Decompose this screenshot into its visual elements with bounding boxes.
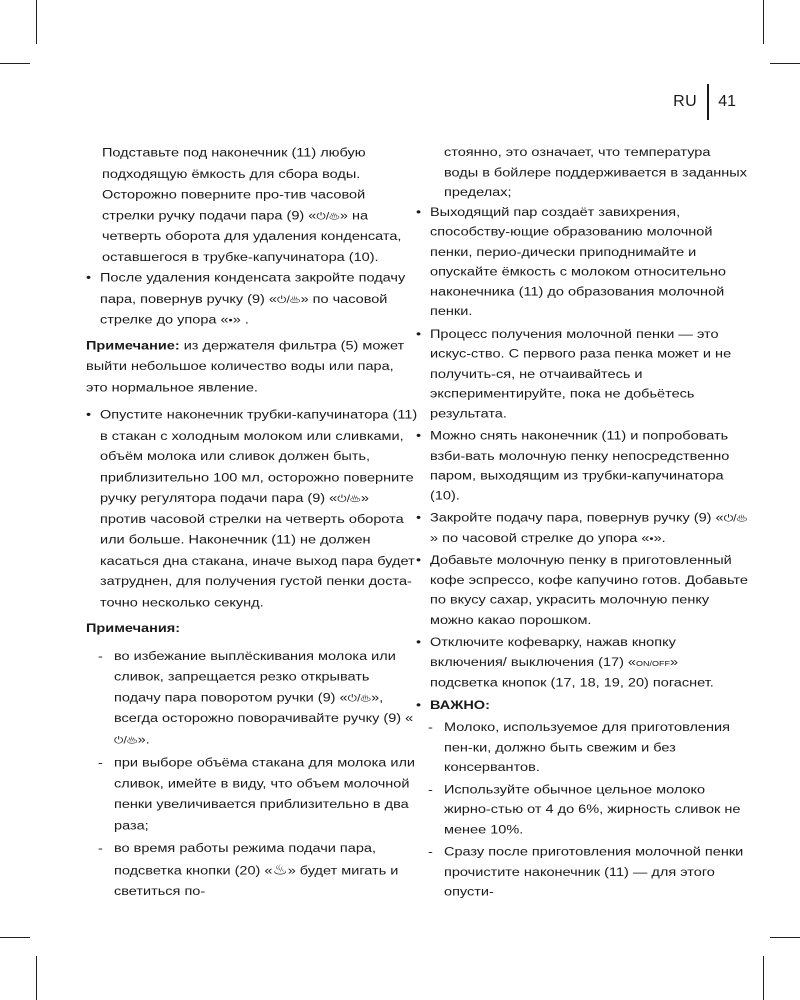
steam-knob-icon: ⏻/♨ <box>347 691 372 704</box>
steam-knob-icon: ⏻/♨ <box>114 733 138 746</box>
list-item: - при выборе объёма стакана для молока или сливок, имейте в виду, что объем молочной пенки увеличивается приблизительно в два раза; <box>86 753 418 836</box>
list-item: - во время работы режима подачи пара, подсветка кнопки (20) «♨» будет мигать и светиться по- <box>86 839 418 902</box>
list-item: • Закройте подачу пара, повернув ручку (9) «⏻/♨» по часовой стрелке до упора «•». <box>416 509 748 549</box>
steam-knob-icon: ⏻/♨ <box>276 293 301 306</box>
off-position-icon: • <box>649 532 654 544</box>
crop-mark <box>763 0 764 44</box>
list-item: • Можно снять наконечник (11) и попробовать взби-вать молочную пенку непосредственно паром, выходящим из трубки-капучинатора (10). <box>416 427 748 507</box>
on-off-icon: ON/OFF <box>636 659 670 668</box>
list-item: • Добавьте молочную пенку в приготовленный кофе эспрессо, кофе капучино готов. Добавьте по вкусу сахар, украсить молочную пенку можно какао порошком. <box>416 551 748 631</box>
left-column <box>86 143 418 905</box>
steam-knob-icon: ⏻/♨ <box>723 512 748 525</box>
steam-button-icon: ♨ <box>272 861 288 878</box>
crop-mark <box>0 63 30 64</box>
list-item: - во избежание выплёскивания молока или сливок, запрещается резко открывать подачу пара поворотом ручки (9) «⏻/♨», всегда осторожно поворачивайте ручку (9) «⏻/♨». <box>86 646 418 750</box>
off-position-icon: • <box>228 313 233 326</box>
list-item: • Процесс получения молочной пенки — это искус-ство. С первого раза пенка может и не получить-ся, не отчаивайтесь и экспериментируйте, пока не добьётесь результата. <box>416 325 748 425</box>
page-header <box>673 84 736 120</box>
list-item: - Молоко, используемое для приготовления пен-ки, должно быть свежим и без консервантов. <box>416 718 748 778</box>
list-item: - Используйте обычное цельное молоко жирно-стью от 4 до 6%, жирность сливок не менее 10%. <box>416 780 748 840</box>
list-item: • Отключите кофеварку, нажав кнопку включения/ выключения (17) «ON/OFF» подсветка кнопок (17, 18, 19, 20) погаснет. <box>416 633 748 694</box>
list-item: - Сразу после приготовления молочной пенки прочистите наконечник (11) — для этого опусти- <box>416 842 748 902</box>
crop-mark <box>763 956 764 1000</box>
right-column <box>416 143 748 905</box>
important-heading: • ВАЖНО: <box>416 696 748 716</box>
list-item: • Выходящий пар создаёт завихрения, способству-ющие образованию молочной пенки, перио-дически приподнимайте и опускайте ёмкость с молоком относительно наконечника (11) до образования молочной пенки. <box>416 203 748 322</box>
crop-mark <box>36 0 37 44</box>
crop-mark <box>0 937 30 938</box>
crop-mark <box>770 937 800 938</box>
language-code: RU <box>673 93 698 110</box>
crop-mark <box>770 63 800 64</box>
paragraph: стоянно, это означает, что температура воды в бойлере поддерживается в заданных пределах; <box>444 146 747 200</box>
paragraph: Подставьте под наконечник (11) любую подходящую ёмкость для сбора воды. Осторожно поверните про-тив часовой стрелки ручку подачи пара (9) «⏻/♨» на четверть оборота для удаления конденсата, оставшегося в трубке-капучинатора (10). <box>102 146 402 265</box>
steam-knob-icon: ⏻/♨ <box>337 492 361 505</box>
page-number: 41 <box>718 93 736 110</box>
crop-mark <box>36 956 37 1000</box>
list-item: • После удаления конденсата закройте подачу пара, повернув ручку (9) «⏻/♨» по часовой стрелке до упора «•» . <box>86 268 418 331</box>
steam-knob-icon: ⏻/♨ <box>316 209 340 222</box>
list-item: • Опустите наконечник трубки-капучинатора (11) в стакан с холодным молоком или сливками, объём молока или сливок должен быть, приблизительно 100 мл, осторожно поверните ручку регулятора подачи пара (9) «⏻/♨» против часовой стрелки на четверть оборота или больше. Наконечник (11) не должен касаться дна стакана, иначе выход пара будет затруднен, для получения густой пенки доста-точно несколько секунд. <box>86 405 418 613</box>
note: Примечание: из держателя фильтра (5) может выйти небольшое количество воды или пара, это нормальное явление. <box>86 339 405 395</box>
notes-heading: Примечания: <box>86 621 181 636</box>
